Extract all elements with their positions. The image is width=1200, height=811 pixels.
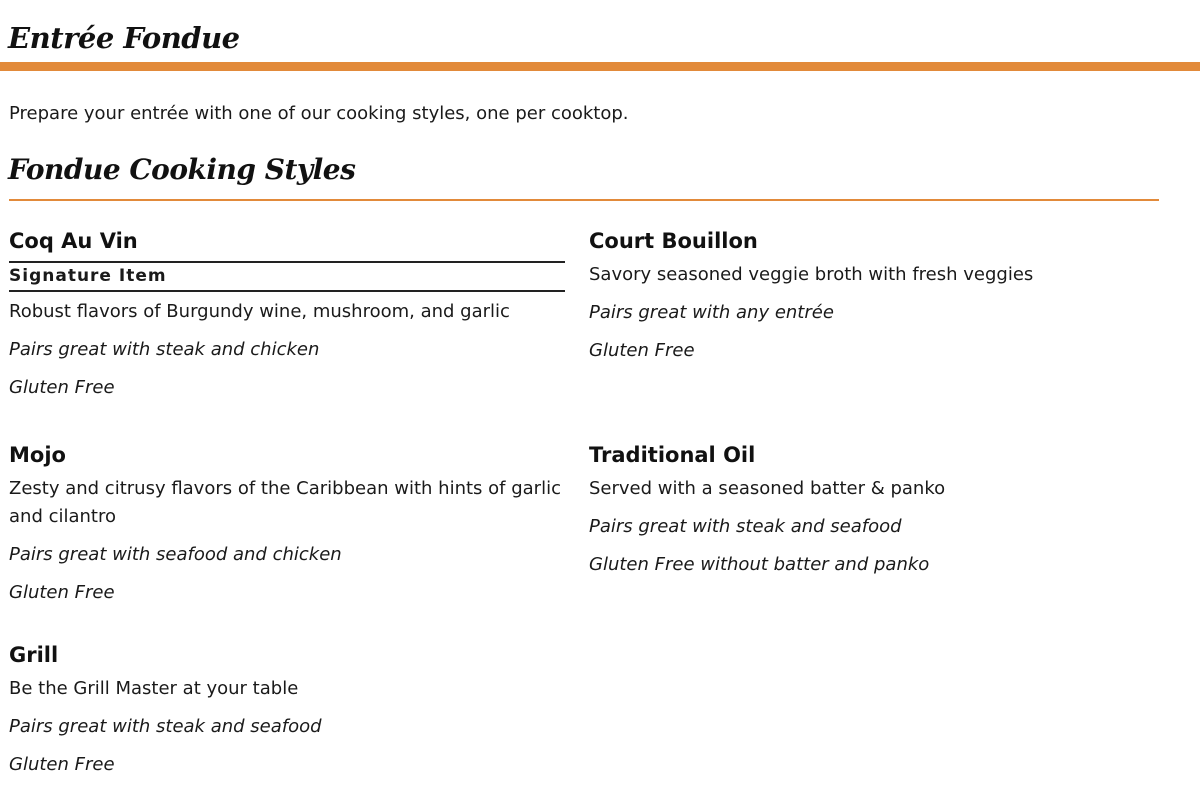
item-description: Zesty and citrusy flavors of the Caribbean with hints of garlic and cilantro bbox=[9, 478, 561, 527]
item-pairing: Pairs great with steak and chicken bbox=[9, 339, 320, 360]
item-pairing: Pairs great with any entrée bbox=[589, 302, 834, 323]
item-name: Traditional Oil bbox=[589, 443, 756, 467]
item-dietary-note: Gluten Free bbox=[9, 377, 115, 398]
item-description: Be the Grill Master at your table bbox=[9, 678, 299, 699]
signature-item-badge: Signature Item bbox=[9, 261, 565, 292]
section-divider bbox=[9, 199, 1159, 201]
menu-item-court-bouillon bbox=[589, 227, 1149, 365]
item-pairing: Pairs great with seafood and chicken bbox=[9, 544, 342, 565]
item-dietary-note: Gluten Free bbox=[9, 754, 115, 775]
item-pairing: Pairs great with steak and seafood bbox=[9, 716, 322, 737]
item-name: Mojo bbox=[9, 443, 66, 467]
item-dietary-note: Gluten Free without batter and panko bbox=[589, 554, 930, 575]
menu-item-coq-au-vin bbox=[9, 227, 569, 402]
title-divider bbox=[0, 62, 1200, 71]
page-title: Entrée Fondue bbox=[8, 21, 240, 55]
item-pairing: Pairs great with steak and seafood bbox=[589, 516, 902, 537]
item-description: Served with a seasoned batter & panko bbox=[589, 478, 946, 499]
section-title: Fondue Cooking Styles bbox=[8, 153, 356, 186]
item-description: Savory seasoned veggie broth with fresh veggies bbox=[589, 264, 1034, 285]
item-dietary-note: Gluten Free bbox=[589, 340, 695, 361]
menu-item-traditional-oil bbox=[589, 441, 1149, 579]
intro-text: Prepare your entrée with one of our cooking styles, one per cooktop. bbox=[9, 103, 629, 124]
item-name: Grill bbox=[9, 643, 59, 667]
menu-item-mojo bbox=[9, 441, 569, 607]
item-description: Robust flavors of Burgundy wine, mushroom, and garlic bbox=[9, 301, 510, 322]
item-name: Court Bouillon bbox=[589, 229, 758, 253]
item-dietary-note: Gluten Free bbox=[9, 582, 115, 603]
menu-item-grill bbox=[9, 641, 569, 779]
item-name: Coq Au Vin bbox=[9, 229, 138, 253]
